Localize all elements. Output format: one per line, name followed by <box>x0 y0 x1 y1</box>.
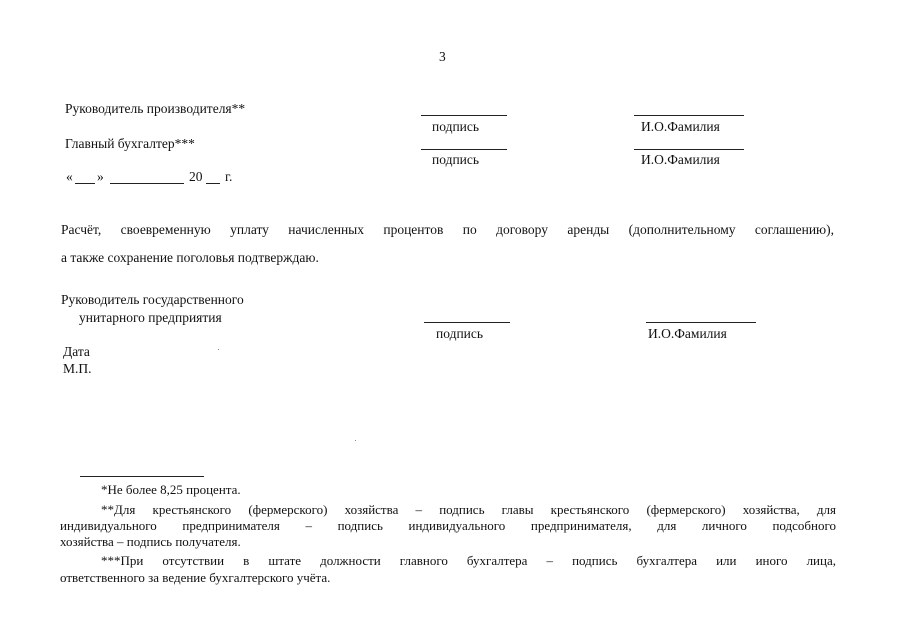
footnote-separator <box>80 476 204 477</box>
accountant-name-line <box>634 149 744 150</box>
footnote-3-line-1: ***При отсутствии в штате должности главного бухгалтера – подпись бухгалтера или иного лица, <box>101 553 836 568</box>
producer-name-caption: И.О.Фамилия <box>641 119 720 134</box>
stamp-label: М.П. <box>63 361 92 376</box>
producer-head-label: Руководитель производителя** <box>65 101 246 116</box>
gup-head-line-2: унитарного предприятия <box>79 310 222 325</box>
footnote-1: *Не более 8,25 процента. <box>101 482 241 497</box>
confirmation-line-2: а также сохранение поголовья подтверждаю. <box>61 250 319 265</box>
date-open-quote: « <box>66 169 73 184</box>
gup-name-line <box>646 322 756 323</box>
date-year-prefix: 20 <box>189 169 203 184</box>
gup-signature-caption: подпись <box>436 326 484 341</box>
accountant-signature-line <box>421 149 507 150</box>
producer-signature-caption: подпись <box>432 119 480 134</box>
accountant-name-caption: И.О.Фамилия <box>641 152 720 167</box>
gup-name-caption: И.О.Фамилия <box>648 326 727 341</box>
footnote-3-line-2: ответственного за ведение бухгалтерского учёта. <box>60 570 331 585</box>
page-number: 3 <box>439 49 446 64</box>
date-month-blank <box>110 183 184 184</box>
date-line-1 <box>66 169 266 187</box>
producer-name-line <box>634 115 744 116</box>
date-close-quote: » <box>97 169 104 184</box>
gup-head-line-1: Руководитель государственного <box>61 292 244 307</box>
footnote-2-line-3: хозяйства – подпись получателя. <box>60 534 241 549</box>
scan-speck <box>218 349 219 350</box>
date-day-blank <box>75 183 95 184</box>
producer-signature-line <box>421 115 507 116</box>
gup-signature-line <box>424 322 510 323</box>
date-label: Дата <box>63 344 90 359</box>
accountant-signature-caption: подпись <box>432 152 480 167</box>
footnote-2-line-2: индивидуального предпринимателя – подпись индивидуального предпринимателя, для личного подсобного <box>60 518 836 533</box>
date-year-blank <box>206 183 220 184</box>
confirmation-line-1: Расчёт, своевременную уплату начисленных процентов по договору аренды (дополнительному соглашению), <box>61 222 834 237</box>
date-year-suffix: г. <box>225 169 233 184</box>
footnote-2-line-1: **Для крестьянского (фермерского) хозяйства – подпись главы крестьянского (фермерского) хозяйства, для <box>101 502 836 517</box>
scan-speck <box>355 440 356 441</box>
chief-accountant-label: Главный бухгалтер*** <box>65 136 195 151</box>
